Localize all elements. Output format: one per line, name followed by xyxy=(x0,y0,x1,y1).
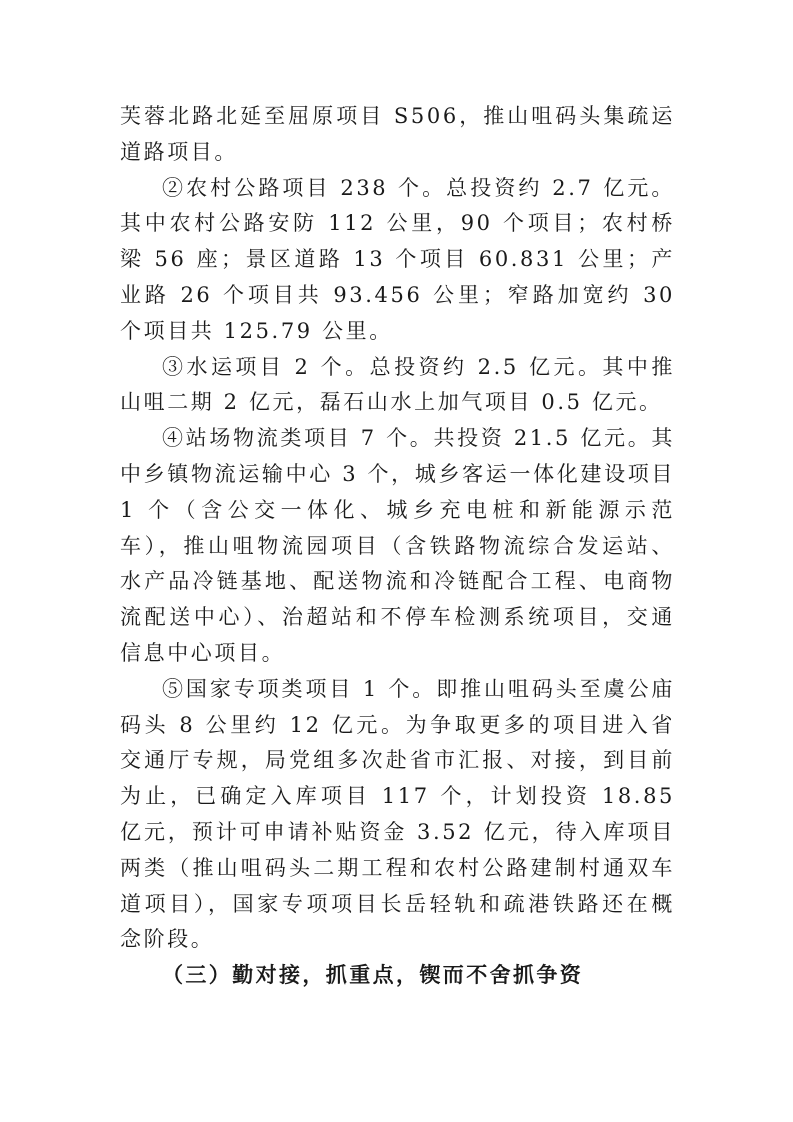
paragraph-national-projects: ⑤国家专项类项目 1 个。即推山咀码头至虞公庙码头 8 公里约 12 亿元。为争取更多的项目进入省交通厅专规，局党组多次赴省市汇报、对接，到目前为止，已确定入库项目 117 个，计划投资 18.85 亿元，预计可申请补贴资金 3.52 亿元，待入库项目两类（推山咀码头二期工程和农村公路建制村通双车道项目），国家专项项目长岳轻轨和疏港铁路还在概念阶段。 xyxy=(120,676,675,952)
document-body xyxy=(120,99,675,994)
paragraph-continuation: 芙蓉北路北延至屈原项目 S506，推山咀码头集疏运道路项目。 xyxy=(120,104,675,164)
paragraph-logistics-stations: ④站场物流类项目 7 个。共投资 21.5 亿元。其中乡镇物流运输中心 3 个，城乡客运一体化建设项目 1 个（含公交一体化、城乡充电桩和新能源示范车），推山咀物流园项目（含铁路物流综合发运站、水产品冷链基地、配送物流和冷链配合工程、电商物流配送中心）、治超站和不停车检测系统项目，交通信息中心项目。 xyxy=(120,426,675,665)
paragraph-rural-roads: ②农村公路项目 238 个。总投资约 2.7 亿元。其中农村公路安防 112 公里，90 个项目；农村桥梁 56 座；景区道路 13 个项目 60.831 公里；产业路 26 个项目共 93.456 公里；窄路加宽约 30 个项目共 125.79 公里。 xyxy=(120,175,675,343)
paragraph-water-transport: ③水运项目 2 个。总投资约 2.5 亿元。其中推山咀二期 2 亿元，磊石山水上加气项目 0.5 亿元。 xyxy=(120,354,675,415)
section-heading: （三）勤对接，抓重点，锲而不舍抓争资 xyxy=(162,963,584,988)
